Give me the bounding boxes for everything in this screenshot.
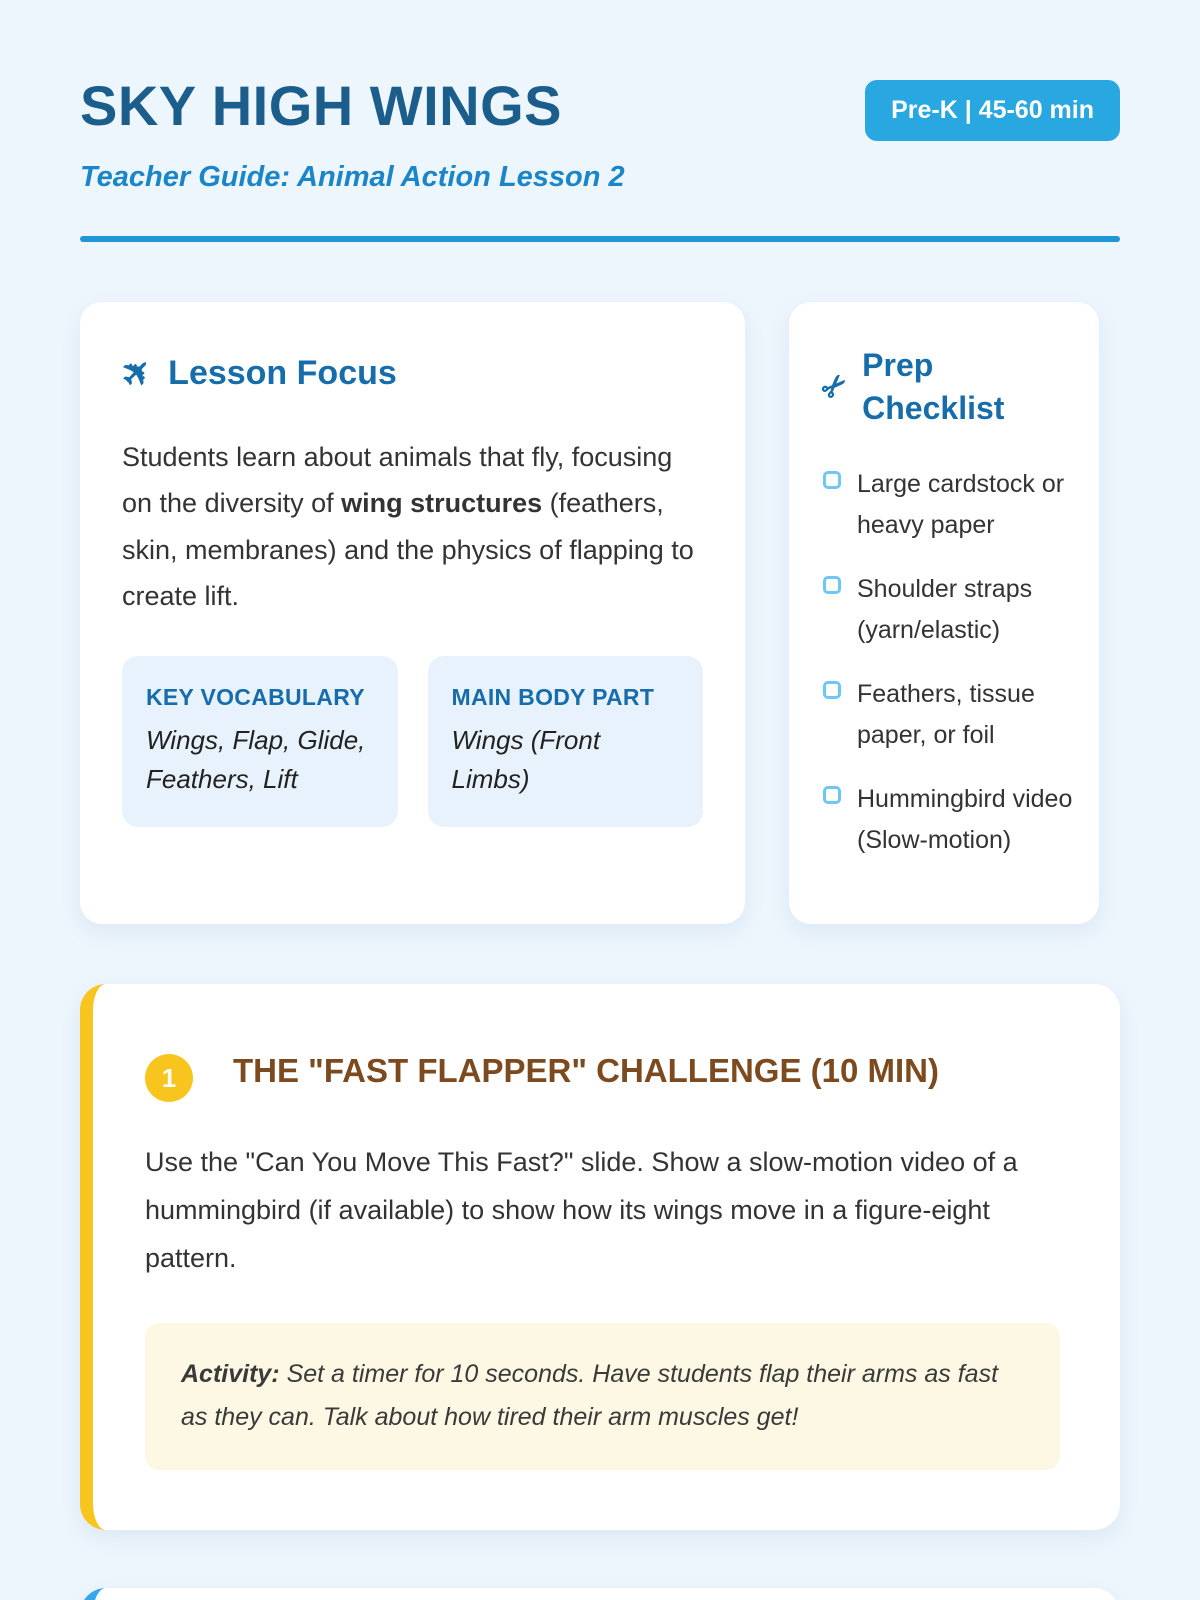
- scissors-icon: ✂: [814, 366, 856, 408]
- checkbox-icon[interactable]: [823, 471, 841, 489]
- activity-callout: [145, 1323, 1060, 1471]
- fast-flapper-challenge-card: [80, 984, 1120, 1530]
- checklist-item: [823, 674, 1073, 755]
- prep-checklist-heading-label: Prep Checklist: [862, 347, 1005, 427]
- checklist-item-label: Feathers, tissue paper, or foil: [857, 680, 1035, 749]
- section-title: THE "FAST FLAPPER" CHALLENGE (10 MIN): [233, 1052, 939, 1090]
- checkbox-icon[interactable]: [823, 681, 841, 699]
- lesson-focus-heading: [111, 347, 703, 398]
- key-vocabulary-label: KEY VOCABULARY: [146, 683, 365, 710]
- main-body-part-value: Wings (Front Limbs): [451, 724, 601, 794]
- key-vocabulary-value: Wings, Flap, Glide, Feathers, Lift: [146, 724, 366, 794]
- paragraph-segment: Students learn about animals that fly, focusing on the diversity of: [122, 442, 673, 519]
- prep-checklist-card: [789, 302, 1099, 924]
- step-number-badge: 1: [145, 1054, 193, 1102]
- airplane-icon: ✈: [111, 347, 162, 398]
- checklist-item: [823, 779, 1073, 860]
- lesson-focus-card: [80, 302, 745, 924]
- checkbox-icon[interactable]: [823, 786, 841, 804]
- prep-checklist-heading: [814, 344, 1073, 430]
- section-body-text: Use the "Can You Move This Fast?" slide. Show a slow-motion video of a hummingbird (if available) to show how its wings move in a figure-eight pattern.: [145, 1147, 1018, 1274]
- paragraph-segment: (feathers, skin, membranes) and the physics of flapping to create lift.: [122, 488, 694, 612]
- next-section-card-partial: [80, 1588, 1120, 1600]
- lesson-focus-heading-label: Lesson Focus: [168, 353, 397, 392]
- checklist-item-label: Large cardstock or heavy paper: [857, 470, 1065, 539]
- activity-text: Set a timer for 10 seconds. Have students flap their arms as fast as they can. Talk about how tired their arm muscles get!: [181, 1359, 999, 1432]
- vocab-row: [122, 656, 703, 827]
- grade-duration-badge: Pre-K | 45-60 min: [865, 80, 1120, 141]
- checklist-item: [823, 464, 1073, 545]
- page-title: SKY HIGH WINGS: [80, 74, 563, 137]
- section-heading-row: [145, 1046, 1060, 1102]
- checklist-item-label: Hummingbird video (Slow-motion): [857, 785, 1073, 854]
- header: [80, 74, 1120, 141]
- checklist-item: [823, 569, 1073, 650]
- activity-label: Activity:: [181, 1359, 280, 1388]
- checklist-item-label: Shoulder straps (yarn/elastic): [857, 575, 1033, 644]
- guide-subtitle: Teacher Guide: Animal Action Lesson 2: [80, 161, 625, 193]
- paragraph-bold-segment: wing structures: [341, 488, 543, 519]
- checkbox-icon[interactable]: [823, 576, 841, 594]
- main-body-part-label: MAIN BODY PART: [451, 683, 655, 710]
- main-body-part-box: [428, 656, 704, 827]
- header-divider: [80, 236, 1120, 242]
- overview-row: [80, 302, 1120, 924]
- key-vocabulary-box: [122, 656, 398, 827]
- lesson-focus-paragraph: [122, 434, 703, 620]
